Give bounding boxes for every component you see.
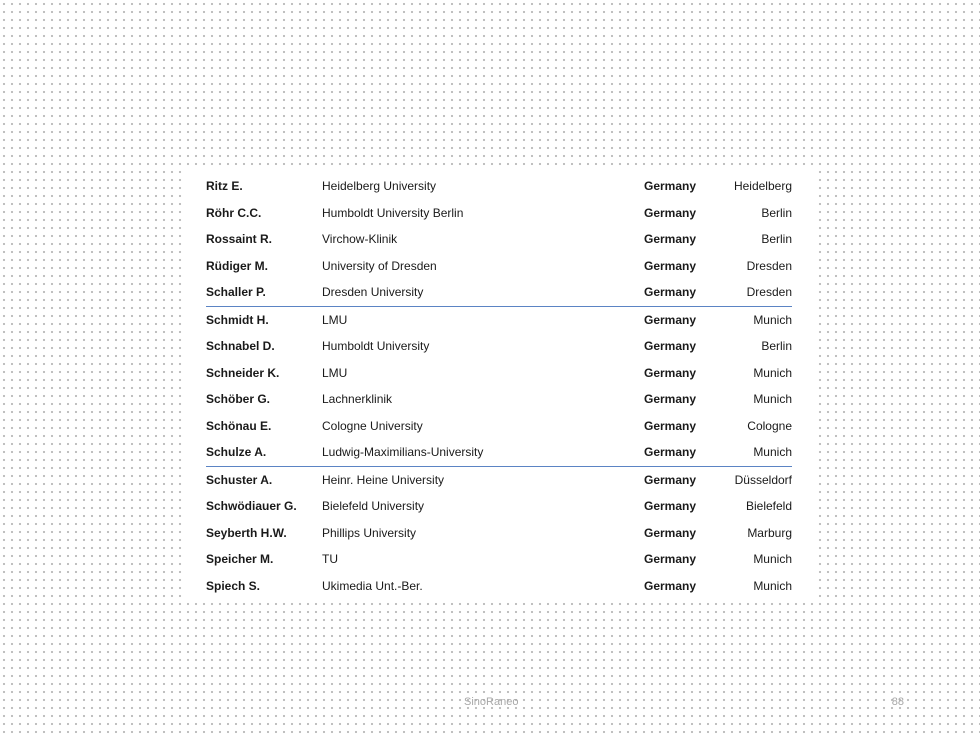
row-name: Speicher M. [206,552,274,566]
table-row [206,333,792,360]
table-row [206,226,792,253]
table-row [206,573,792,600]
row-name: Ritz E. [206,179,243,193]
row-city: Bielefeld [745,499,792,513]
row-country: Germany [644,179,697,193]
row-city: Munich [753,552,792,566]
row-country: Germany [644,312,697,327]
row-name: Schneider K. [206,365,280,380]
row-city: Dresden [746,285,792,299]
row-country: Germany [644,392,697,406]
row-institution: Bielefeld University [322,499,425,513]
table-row [206,439,792,467]
row-city: Düsseldorf [734,472,792,487]
row-city: Munich [753,312,792,327]
table-row [206,279,792,307]
row-name: Rossaint R. [206,232,273,246]
row-name: Seyberth H.W. [206,525,287,540]
row-country: Germany [644,525,697,540]
row-city: Munich [753,392,792,406]
table-row [206,520,792,547]
row-name: Schulze A. [206,445,267,459]
row-institution: Humboldt University Berlin [322,205,464,220]
row-name: Schmidt H. [206,312,269,327]
row-city: Berlin [761,232,792,246]
row-name: Schuster A. [206,472,273,487]
table-row [206,200,792,227]
row-city: Cologne [747,418,792,433]
row-name: Schwödiauer G. [206,499,297,513]
row-country: Germany [644,258,697,273]
row-city: Munich [753,365,792,380]
page-number: 88 [891,696,904,708]
row-city: Munich [753,445,792,459]
row-country: Germany [644,472,697,487]
row-institution: Virchow-Klinik [322,232,398,246]
row-name: Rüdiger M. [206,258,268,273]
row-institution: Humboldt University [322,339,430,353]
table-row [206,467,792,494]
table-row [206,386,792,413]
row-city: Berlin [761,205,792,220]
participants-table [206,173,792,599]
row-institution: Heidelberg University [322,179,437,193]
footer-text: SinoRaneo [464,696,519,708]
row-country: Germany [644,552,697,566]
row-institution: LMU [322,312,348,327]
table-row [206,546,792,573]
row-country: Germany [644,339,697,353]
row-city: Marburg [747,525,792,540]
row-country: Germany [644,578,697,593]
row-institution: University of Dresden [322,258,437,273]
row-country: Germany [644,445,697,459]
row-institution: Phillips University [322,525,417,540]
table-row [206,413,792,440]
row-name: Schöber G. [206,392,271,406]
row-institution: LMU [322,365,348,380]
row-country: Germany [644,205,697,220]
row-city: Dresden [746,258,792,273]
row-name: Röhr C.C. [206,205,262,220]
row-institution: Cologne University [322,418,423,433]
row-country: Germany [644,499,697,513]
row-city: Munich [753,578,792,593]
table-row [206,360,792,387]
row-city: Berlin [761,339,792,353]
row-institution: Lachnerklinik [322,392,393,406]
row-country: Germany [644,365,697,380]
row-city: Heidelberg [733,179,792,193]
row-institution: Dresden University [322,285,424,299]
row-name: Schönau E. [206,418,272,433]
row-country: Germany [644,285,697,299]
row-name: Schaller P. [206,285,266,299]
row-institution: Ludwig-Maximilians-University [322,445,484,459]
row-country: Germany [644,418,697,433]
table-row [206,173,792,200]
row-country: Germany [644,232,697,246]
table-row [206,307,792,334]
table-row [206,493,792,520]
row-institution: Ukimedia Unt.-Ber. [322,578,423,593]
table-row [206,253,792,280]
row-name: Spiech S. [206,578,261,593]
row-name: Schnabel D. [206,339,275,353]
table-panel [186,170,818,598]
row-institution: Heinr. Heine University [322,472,445,487]
row-institution: TU [322,552,338,566]
